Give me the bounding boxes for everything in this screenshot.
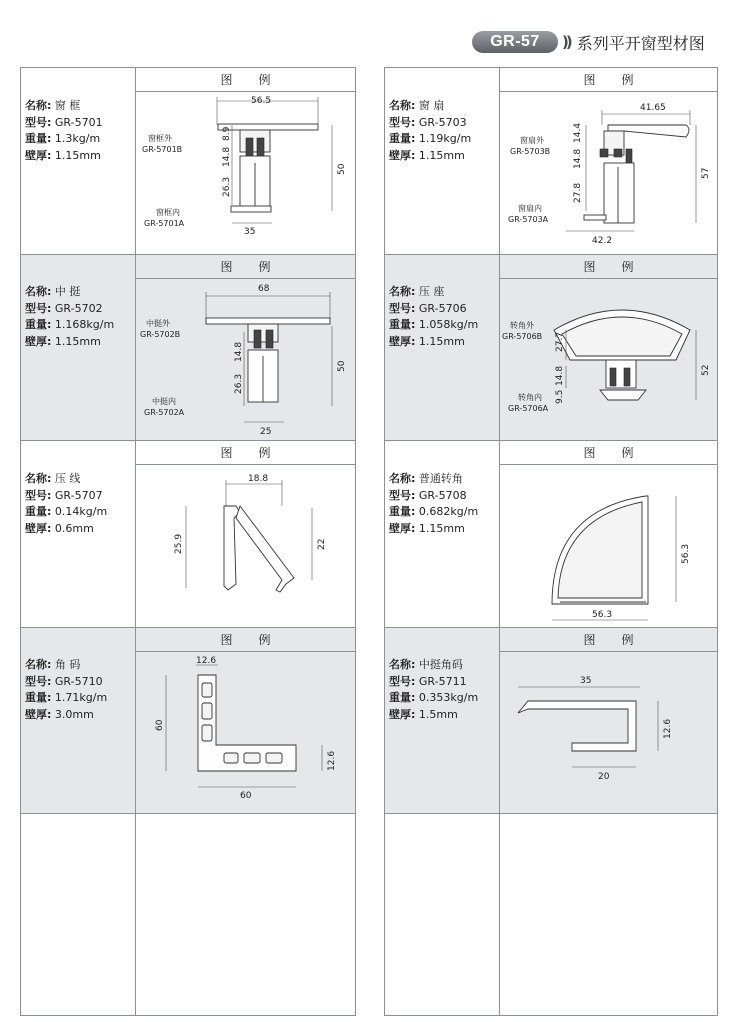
dim-width: 56.5 bbox=[251, 96, 272, 106]
profile-info: 名称: 窗 框 型号: GR-5701 重量: 1.3kg/m 壁厚: 1.15mm bbox=[25, 99, 103, 162]
page-title: 系列平开窗型材图 bbox=[576, 33, 705, 53]
svg-text:GR-5701A: GR-5701A bbox=[144, 219, 185, 228]
profile-info: 名称: 压 线 型号: GR-5707 重量: 0.14kg/m 壁厚: 0.6mm bbox=[25, 472, 108, 535]
profile-model: GR-5701 bbox=[54, 115, 103, 129]
dim-t2: 14.8 bbox=[222, 146, 232, 167]
profile-weight: 0.353kg/m bbox=[418, 691, 479, 704]
profile-info: 名称: 窗 扇 型号: GR-5703 重量: 1.19kg/m 壁厚: 1.15mm bbox=[389, 99, 472, 162]
profile-info: 名称: 压 座 型号: GR-5706 重量: 1.058kg/m 壁厚: 1.15mm bbox=[389, 285, 479, 348]
left-profile-table bbox=[20, 67, 356, 1016]
profile-weight: 0.682kg/m bbox=[418, 505, 479, 518]
dim-t2: 14.8 bbox=[234, 341, 244, 362]
profile-weight: 1.19kg/m bbox=[418, 132, 472, 145]
svg-text:GR-5702B: GR-5702B bbox=[140, 330, 181, 339]
dim-base: 35 bbox=[244, 227, 256, 237]
dim-height: 50 bbox=[337, 360, 347, 372]
profile-info: 名称: 中挺角码 型号: GR-5711 重量: 0.353kg/m 壁厚: 1.5mm bbox=[389, 658, 479, 721]
profile-name: 中 挺 bbox=[54, 285, 81, 298]
dim-t3: 26.3 bbox=[222, 176, 232, 197]
dim-height: 25.9 bbox=[174, 533, 184, 554]
diagram-header: 图例 bbox=[500, 628, 717, 652]
dim-base: 25 bbox=[260, 427, 272, 437]
svg-text:转角内: 转角内 bbox=[518, 393, 542, 402]
svg-text:GR-5701B: GR-5701B bbox=[142, 145, 183, 154]
dim-width: 68 bbox=[258, 284, 270, 294]
diagram-header: 图例 bbox=[500, 441, 717, 465]
dim-height: 57 bbox=[701, 167, 711, 179]
dim-thickness: 12.6 bbox=[196, 656, 217, 666]
svg-text:GR-5706B: GR-5706B bbox=[502, 332, 543, 341]
dim-t3: 27.8 bbox=[573, 182, 583, 203]
profile-drawing-5711 bbox=[500, 653, 716, 813]
dim-width: 35 bbox=[580, 676, 592, 686]
dim-height: 12.6 bbox=[663, 718, 673, 739]
profile-model: GR-5711 bbox=[418, 674, 467, 688]
profile-wall: 1.15mm bbox=[418, 521, 465, 535]
profile-weight: 1.168kg/m bbox=[54, 318, 115, 331]
profile-model: GR-5708 bbox=[418, 488, 467, 502]
row-divider bbox=[21, 813, 355, 814]
svg-text:转角外: 转角外 bbox=[510, 321, 534, 330]
svg-text:GR-5702A: GR-5702A bbox=[144, 408, 185, 417]
dim-height: 60 bbox=[155, 719, 165, 731]
profile-wall: 0.6mm bbox=[54, 521, 94, 535]
profile-drawing-5702 bbox=[136, 280, 354, 440]
dim-width: 41.65 bbox=[640, 103, 666, 113]
dim-height: 56.3 bbox=[681, 543, 691, 564]
profile-model: GR-5710 bbox=[54, 674, 103, 688]
profile-info: 名称: 角 码 型号: GR-5710 重量: 1.71kg/m 壁厚: 3.0mm bbox=[25, 658, 108, 721]
dim-height: 52 bbox=[701, 364, 711, 376]
svg-text:GR-5706A: GR-5706A bbox=[508, 404, 549, 413]
profile-name: 压 座 bbox=[418, 285, 445, 298]
svg-text:中挺外: 中挺外 bbox=[146, 319, 170, 328]
right-profile-table bbox=[384, 67, 718, 1016]
diagram-header: 图例 bbox=[136, 255, 355, 279]
dim-width: 56.3 bbox=[592, 610, 613, 620]
svg-text:GR-5703B: GR-5703B bbox=[510, 147, 551, 156]
profile-model: GR-5703 bbox=[418, 115, 467, 129]
dim-t2: 14.8 bbox=[555, 365, 565, 386]
svg-text:窗扇内: 窗扇内 bbox=[518, 204, 542, 213]
profile-name: 压 线 bbox=[54, 472, 81, 485]
svg-text:窗框内: 窗框内 bbox=[156, 208, 180, 217]
profile-name: 窗 框 bbox=[54, 99, 81, 112]
profile-drawing-5703 bbox=[500, 93, 716, 253]
dim-t1: 27.7 bbox=[555, 331, 565, 352]
profile-wall: 1.5mm bbox=[418, 707, 458, 721]
profile-name: 普通转角 bbox=[418, 472, 463, 485]
profile-drawing-5706 bbox=[500, 280, 716, 440]
profile-drawing-5710 bbox=[136, 653, 354, 813]
diagram-header: 图例 bbox=[500, 68, 717, 92]
dim-width: 60 bbox=[240, 791, 252, 801]
dim-t1: 14.4 bbox=[573, 122, 583, 143]
profile-drawing-5707 bbox=[136, 466, 354, 626]
profile-model: GR-5702 bbox=[54, 301, 103, 315]
profile-model: GR-5706 bbox=[418, 301, 467, 315]
profile-wall: 1.15mm bbox=[54, 334, 101, 348]
dim-t1: 8.9 bbox=[222, 126, 232, 141]
profile-weight: 0.14kg/m bbox=[54, 505, 108, 518]
svg-text:中挺内: 中挺内 bbox=[152, 397, 176, 406]
diagram-header: 图例 bbox=[500, 255, 717, 279]
profile-wall: 1.15mm bbox=[418, 334, 465, 348]
dim-t3: 9.5 bbox=[555, 389, 565, 404]
diagram-header: 图例 bbox=[136, 441, 355, 465]
profile-weight: 1.71kg/m bbox=[54, 691, 108, 704]
dim-base: 20 bbox=[598, 772, 610, 782]
page-header bbox=[472, 30, 705, 54]
profile-name: 窗 扇 bbox=[418, 99, 445, 112]
profile-model: GR-5707 bbox=[54, 488, 103, 502]
dim-t2: 14.8 bbox=[573, 148, 583, 169]
profile-info: 名称: 中 挺 型号: GR-5702 重量: 1.168kg/m 壁厚: 1.15mm bbox=[25, 285, 115, 348]
profile-info: 名称: 普通转角 型号: GR-5708 重量: 0.682kg/m 壁厚: 1.15mm bbox=[389, 472, 479, 535]
profile-wall: 3.0mm bbox=[54, 707, 94, 721]
dim-height: 50 bbox=[337, 163, 347, 175]
profile-drawing-5701 bbox=[136, 93, 354, 253]
row-divider bbox=[385, 813, 717, 814]
profile-weight: 1.058kg/m bbox=[418, 318, 479, 331]
svg-text:窗框外: 窗框外 bbox=[148, 134, 172, 143]
series-badge: GR-57 bbox=[472, 31, 558, 53]
profile-weight: 1.3kg/m bbox=[54, 132, 101, 145]
diagram-header: 图例 bbox=[136, 68, 355, 92]
profile-wall: 1.15mm bbox=[418, 148, 465, 162]
profile-name: 中挺角码 bbox=[418, 658, 463, 671]
diagram-header: 图例 bbox=[136, 628, 355, 652]
svg-text:GR-5703A: GR-5703A bbox=[508, 215, 549, 224]
profile-wall: 1.15mm bbox=[54, 148, 101, 162]
dim-t3: 26.3 bbox=[234, 373, 244, 394]
dim-base: 42.2 bbox=[592, 236, 613, 246]
profile-name: 角 码 bbox=[54, 658, 81, 671]
dim-width: 18.8 bbox=[248, 474, 269, 484]
dim-thickness-2: 12.6 bbox=[327, 750, 337, 771]
profile-drawing-5708 bbox=[500, 466, 716, 626]
dim-height-2: 22 bbox=[317, 538, 327, 550]
svg-text:窗扇外: 窗扇外 bbox=[520, 136, 544, 145]
double-chevron-icon: )) bbox=[562, 33, 570, 51]
